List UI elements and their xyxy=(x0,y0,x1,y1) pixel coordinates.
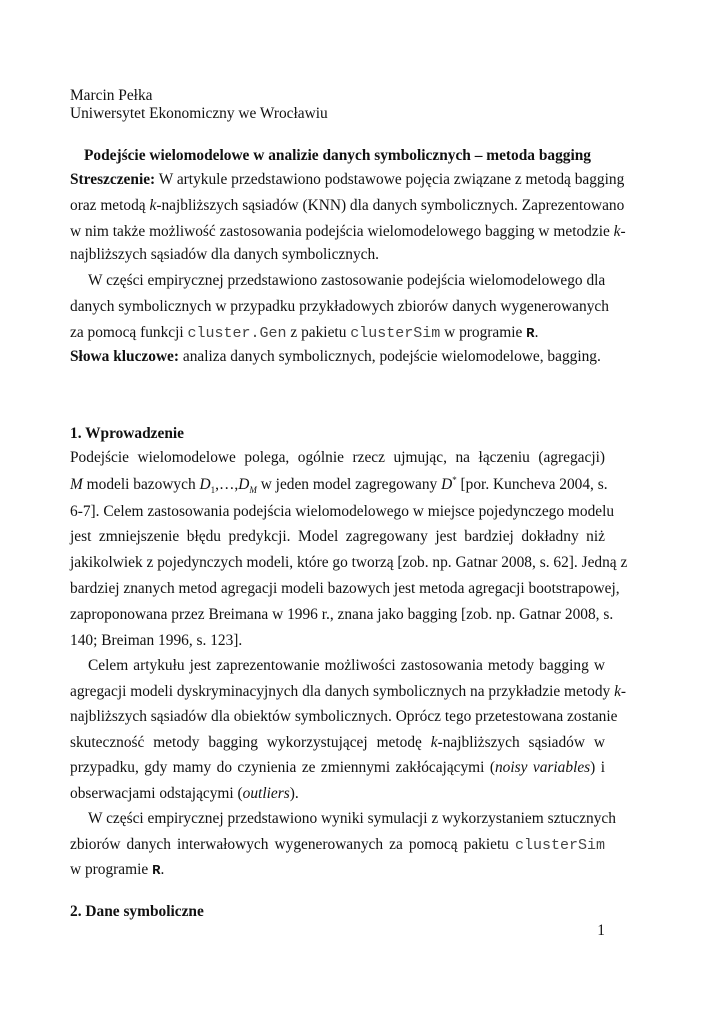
body-line: najbliższych sąsiadów dla obiektów symbolicznych. Oprócz tego przetestowana zostanie xyxy=(70,708,618,725)
abstract-line: oraz metodą k-najbliższych sąsiadów (KNN) dla danych symbolicznych. Zaprezentowano xyxy=(70,197,625,214)
abstract-line: za pomocą funkcji cluster.Gen z pakietu clusterSim w programie R. xyxy=(70,324,539,342)
keywords-label: Słowa kluczowe: xyxy=(70,348,180,365)
abstract-line: danych symbolicznych w przypadku przykładowych zbiorów danych wygenerowanych xyxy=(70,298,609,315)
body-line: obserwacjami odstającymi (outliers). xyxy=(70,785,299,802)
body-line: Podejście wielomodelowe polega, ogólnie rzecz ujmując, na łączeniu (agregacji) xyxy=(70,449,605,466)
section-heading: 2. Dane symboliczne xyxy=(70,903,204,920)
body-line: agregacji modeli dyskryminacyjnych dla danych symbolicznych na przykładzie metody k- xyxy=(70,683,627,700)
section-heading: 1. Wprowadzenie xyxy=(70,425,185,442)
body-line: skuteczność metody bagging wykorzystującej metodę k-najbliższych sąsiadów w xyxy=(70,734,605,751)
body-line: M modeli bazowych $D_1,\dots,D_M$ w jeden model zagregowany D* [por. Kuncheva 2004, s. xyxy=(70,474,608,496)
page-number: 1 xyxy=(597,922,605,939)
abstract-line: Streszczenie: W artykule przedstawiono podstawowe pojęcia związane z metodą bagging xyxy=(70,171,625,188)
body-line: 140; Breiman 1996, s. 123]. xyxy=(70,632,243,649)
paper-title: Podejście wielomodelowe w analizie danych symbolicznych – metoda bagging xyxy=(83,147,591,164)
author-affiliation: Uniwersytet Ekonomiczny we Wrocławiu xyxy=(70,105,328,122)
package-name: clusterSim xyxy=(350,325,441,342)
body-line: jakikolwiek z pojedynczych modeli, które go tworzą [zob. np. Gatnar 2008, s. 62]. Jedną z xyxy=(70,554,628,571)
package-name: clusterSim xyxy=(514,837,605,854)
abstract-line: najbliższych sąsiadów dla danych symbolicznych. xyxy=(70,246,380,263)
r-program: R xyxy=(526,326,535,342)
abstract-line: w nim także możliwość zastosowania podejścia wielomodelowego bagging w metodzie k- xyxy=(70,223,626,240)
body-line: W części empirycznej przedstawiono wyniki symulacji z wykorzystaniem sztucznych xyxy=(88,810,616,827)
body-line: w programie R. xyxy=(70,861,165,879)
keywords-line: Słowa kluczowe: analiza danych symbolicznych, podejście wielomodelowe, bagging. xyxy=(70,348,601,365)
abstract-label: Streszczenie: xyxy=(70,171,156,188)
function-name: cluster.Gen xyxy=(187,325,287,342)
body-line: Celem artykułu jest zaprezentowanie możliwości zastosowania metody bagging w xyxy=(88,657,605,674)
body-line: 6-7]. Celem zastosowania podejścia wielomodelowego w miejsce pojedynczego modelu xyxy=(70,503,615,520)
body-line: bardziej znanych metod agregacji modeli bazowych jest metoda agregacji bootstrapowej, xyxy=(70,580,620,597)
author-name: Marcin Pełka xyxy=(70,87,153,104)
body-line: jest zmniejszenie błędu predykcji. Model zagregowany jest bardziej dokładny niż xyxy=(70,528,605,545)
abstract-line: W części empirycznej przedstawiono zastosowanie podejścia wielomodelowego dla xyxy=(88,272,606,289)
body-line: zaproponowana przez Breimana w 1996 r., znana jako bagging [zob. np. Gatnar 2008, s. xyxy=(70,606,614,623)
r-program: R xyxy=(152,863,161,879)
body-line: przypadku, gdy mamy do czynienia ze zmiennymi zakłócającymi (noisy variables) i xyxy=(70,759,605,776)
body-line: zbiorów danych interwałowych wygenerowanych za pomocą pakietu clusterSim xyxy=(70,836,605,854)
